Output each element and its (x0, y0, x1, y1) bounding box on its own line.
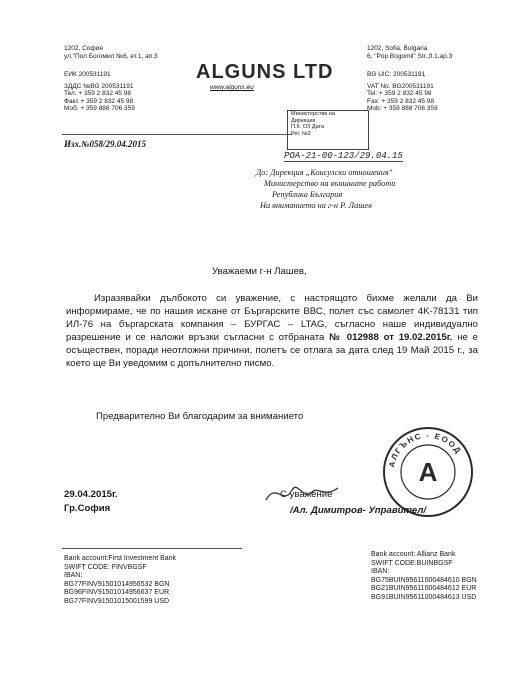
left-tel: Тел. + 359 2 832 45 98 (64, 90, 131, 97)
left-eik: ЕИК 200531191 (64, 71, 111, 78)
bank-left-bgn: BG77FINV91501014956532 BGN (64, 580, 170, 588)
bank-right-swift: SWIFT CODE:BUINBGSF (371, 559, 453, 567)
stamp-ring-text: АЛГЪНС - ЕООД (387, 430, 464, 469)
right-address-line1: 1202, Sofia, Bulgaria (367, 45, 428, 52)
addressee-line3: Република България (272, 190, 343, 199)
company-logo: ALGUNS LTD (196, 61, 334, 83)
closing-line: Предварително Ви благодарим за вниманието (96, 411, 304, 422)
stamp-center-letter: А (418, 457, 438, 487)
left-address-line2: ул."Пол Богомил №6, ет.1, ап.3 (64, 52, 158, 60)
right-address-line2: 6, "Pop Bogomil" Str.,fl.1,ap.3 (367, 52, 453, 60)
right-uic: BG UIC: 200531191 (367, 71, 426, 78)
registry-number: РОА-21-00-123/29.04.15 (284, 151, 403, 161)
bank-right-block (371, 551, 477, 603)
left-mob: Моб. + 359 888 706 359 (64, 105, 135, 112)
footer-divider (62, 548, 242, 549)
bank-right-usd: BG91BUIN95611000484613 USD (371, 593, 477, 601)
left-header (64, 45, 158, 113)
right-fax: Fax: + 359 2 832 45 98 (367, 97, 435, 105)
header-divider (62, 134, 292, 135)
signature-name: /Ал. Димитров- Управител/ (290, 505, 427, 516)
bank-right-account: Bank account: Allianz Bank (371, 551, 456, 558)
left-fax: Факс + 359 2 832 45 98 (64, 97, 134, 105)
reference-number: Изх.№058/29.04.2015 (64, 139, 146, 149)
logo-website: www.alguns.eu (210, 84, 254, 91)
main-paragraph (66, 292, 478, 370)
registry-line3: П.К. ОЗ Дата (291, 124, 325, 130)
right-tel: Tel: + 359 2 832 45 98 (367, 90, 432, 97)
right-header (367, 45, 452, 113)
right-mob: Mob: + 359 888 706 359 (367, 105, 438, 112)
registry-line4: Рег. №2 (291, 130, 311, 137)
addressee-line1: До: Дирекция „Консулски отношения" (256, 168, 393, 177)
salutation: Уважаеми г-н Лашев, (212, 266, 307, 277)
handwritten-signature (262, 478, 342, 508)
bank-right-eur: BG21BUIN95611000484612 EUR (371, 585, 477, 593)
bank-left-account: Bank account:First Investment Bank (64, 555, 177, 562)
addressee-block (256, 167, 395, 211)
registry-stamp (287, 110, 369, 150)
registry-line2: Дирекция (291, 117, 316, 124)
left-vat: ЗДДС №BG 200531191 (64, 82, 134, 90)
paragraph-part1: Изразявайки дълбокото си уважение, с настоящото бихме желали да Ви информираме, че по нашия искане от Бъргарските ВВС, полет със самолет 4K-78131 тип ИЛ-76 на бъргарската компания – БУРГАС – LTAG, съгласно наше индивидуално разрешение и се наложи връзки съгласни с отбраната (66, 293, 478, 343)
registry-line1: Министерство на (291, 111, 335, 117)
bank-left-iban-label: IBAN: (64, 572, 83, 580)
addressee-line4: На вниманието на г-н Р. Лашев (260, 201, 372, 210)
bank-left-eur: BG96FINV91501014956637 EUR (64, 589, 170, 597)
right-vat: VAT No. BG200531191 (367, 82, 434, 90)
letter-date: 29.04.2015г. (64, 489, 118, 500)
paragraph-part2: не е осъществен, поради неотложни причини, полетъ се отлага за дата след 19 Май 2015 г., за което ще Ви уведомим с допълнително писмо. (66, 332, 478, 369)
bank-right-iban-label: IBAN: (371, 568, 390, 576)
bank-left-usd: BG77FINV91501015001599 USD (64, 597, 170, 605)
bank-left-swift: SWIFT CODE: FINVBGSF (64, 563, 147, 571)
letter-city: Гр.София (64, 503, 111, 514)
signature-respect: С уважение (280, 489, 333, 500)
bank-left-block (64, 555, 176, 607)
bank-right-bgn: BG75BUIN95611000484610 BGN (371, 576, 477, 584)
addressee-line2: Министерство на външните работи (264, 179, 396, 188)
left-address-line1: 1202, София (64, 45, 103, 52)
paragraph-order-ref: № 012988 от 19.02.2015г. (329, 332, 453, 343)
